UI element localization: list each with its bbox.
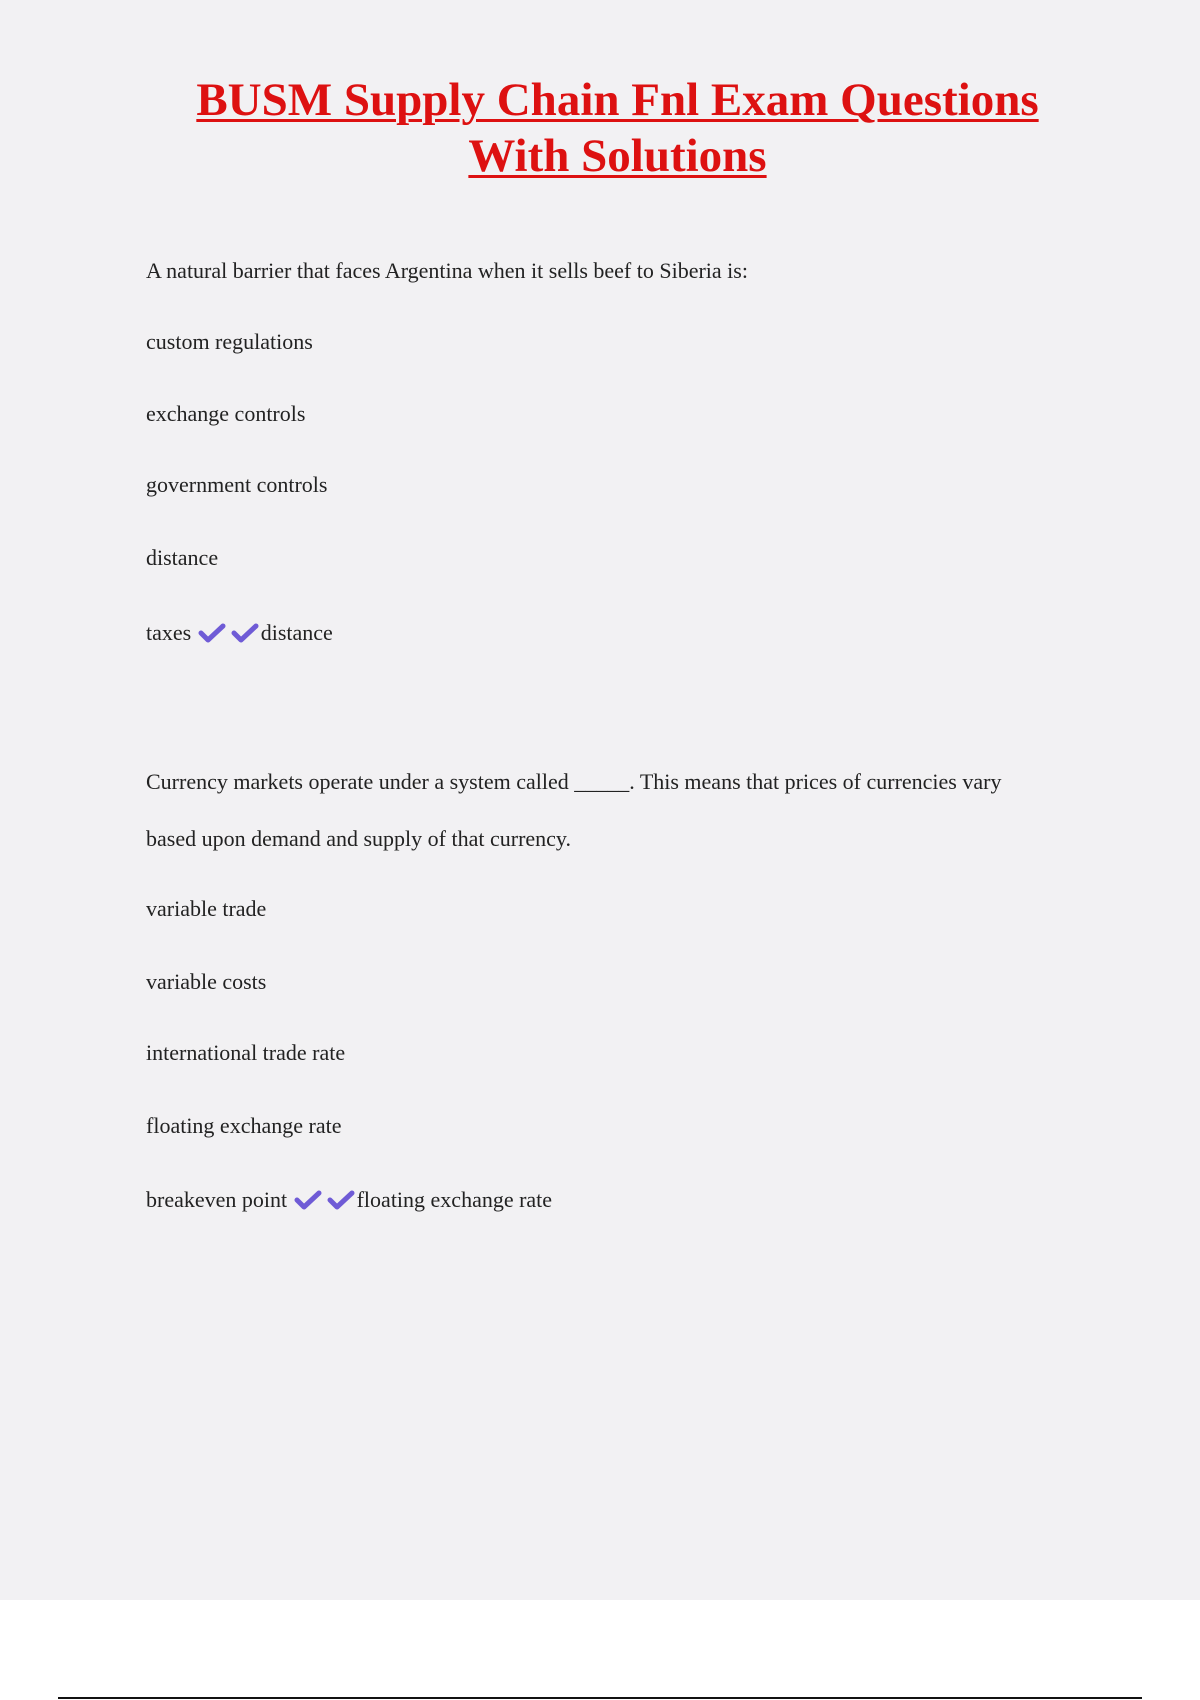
title-line-2: With Solutions bbox=[468, 130, 767, 182]
question-2-text-line-2: based upon demand and supply of that currency. bbox=[146, 826, 572, 851]
question-1-answer-line bbox=[146, 620, 333, 646]
question-2-answer-line bbox=[146, 1187, 552, 1213]
question-2-option-3: international trade rate bbox=[146, 1040, 346, 1065]
question-1-option-2: exchange controls bbox=[146, 401, 306, 426]
question-2-text-line-1: Currency markets operate under a system called _____. This means that prices of currencies vary bbox=[146, 769, 1002, 794]
question-1-option-1: custom regulations bbox=[146, 329, 313, 354]
question-1-text: A natural barrier that faces Argentina when it sells beef to Siberia is: bbox=[146, 258, 748, 283]
question-1-option-3: government controls bbox=[146, 472, 328, 497]
question-1-option-4: distance bbox=[146, 545, 219, 570]
double-check-icon bbox=[293, 1189, 357, 1211]
footer-divider bbox=[58, 1697, 1142, 1699]
question-2-option-4: floating exchange rate bbox=[146, 1113, 342, 1138]
question-2-option-2: variable costs bbox=[146, 969, 267, 994]
question-2-option-1: variable trade bbox=[146, 896, 267, 921]
title-line-1: BUSM Supply Chain Fnl Exam Questions bbox=[196, 74, 1039, 126]
page-title bbox=[0, 72, 1200, 184]
question-2-option-5: breakeven point bbox=[146, 1187, 288, 1212]
question-1-option-5: taxes bbox=[146, 620, 192, 645]
question-1-answer: distance bbox=[260, 620, 333, 645]
double-check-icon bbox=[197, 622, 261, 644]
question-2-answer: floating exchange rate bbox=[356, 1187, 553, 1212]
